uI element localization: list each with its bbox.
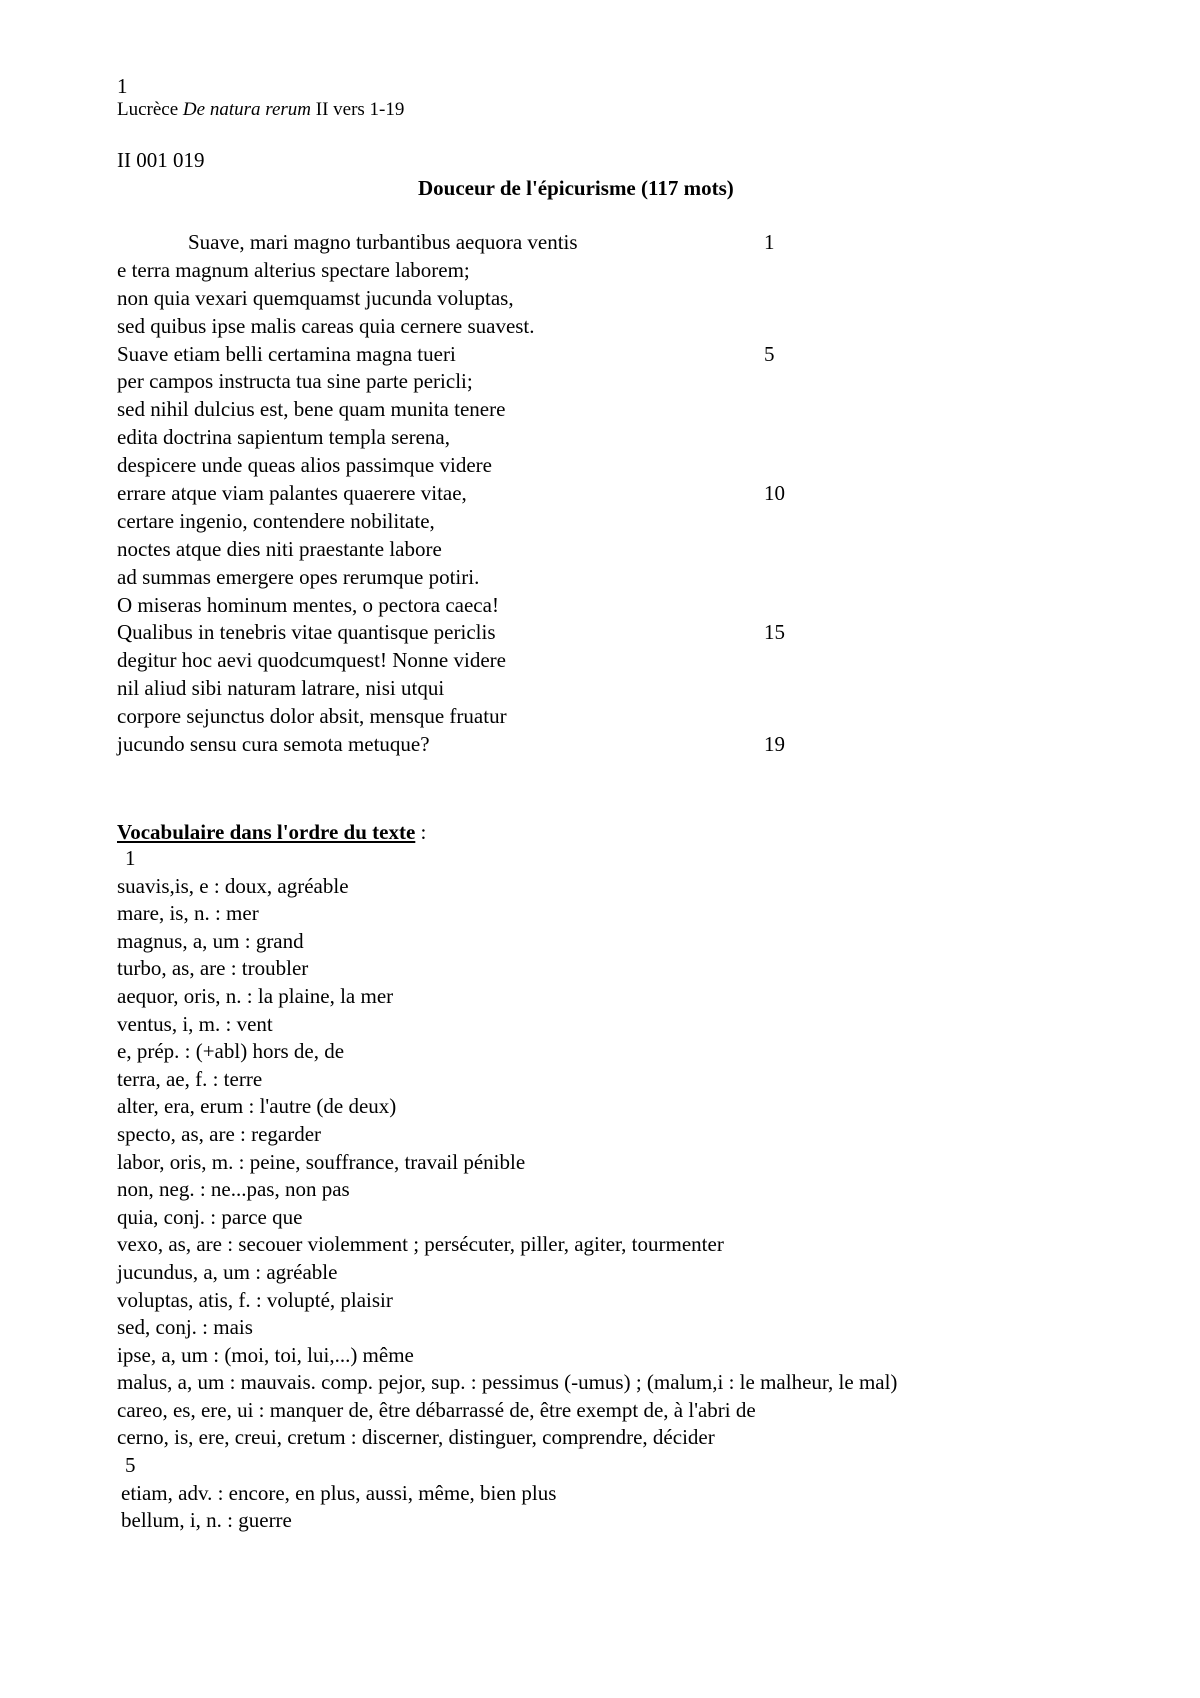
- verse-text: edita doctrina sapientum templa serena,: [117, 425, 450, 450]
- verse-line: [117, 703, 817, 731]
- verse-text: sed quibus ipse malis careas quia cernere suavest.: [117, 313, 535, 338]
- vocabulary-entry: malus, a, um : mauvais. comp. pejor, sup. : pessimus (-umus) ; (malum,i : le malheur, le mal): [117, 1370, 898, 1395]
- verse-text: certare ingenio, contendere nobilitate,: [117, 508, 435, 533]
- verse-text: jucundo sensu cura semota metuque?: [117, 732, 430, 757]
- vocabulary-entry: ipse, a, um : (moi, toi, lui,...) même: [117, 1342, 414, 1367]
- vocabulary-entry: turbo, as, are : troubler: [117, 956, 309, 981]
- vocabulary-entry: suavis,is, e : doux, agréable: [117, 873, 349, 898]
- verse-line: [117, 675, 817, 703]
- vocabulary-entry: sed, conj. : mais: [117, 1315, 253, 1340]
- vocabulary-entry: specto, as, are : regarder: [117, 1121, 322, 1146]
- vocabulary-heading: [117, 818, 426, 846]
- verse-line: [117, 564, 817, 592]
- verse-text: despicere unde queas alios passimque videre: [117, 453, 492, 478]
- verse-line: [117, 396, 817, 424]
- verse-line: [117, 536, 817, 564]
- verse-text: Suave etiam belli certamina magna tueri: [117, 341, 456, 366]
- author-name: Lucrèce: [117, 99, 179, 120]
- vocabulary-heading-label: Vocabulaire dans l'ordre du texte: [117, 820, 416, 844]
- vocabulary-entry: voluptas, atis, f. : volupté, plaisir: [117, 1287, 393, 1312]
- verse-number: 19: [764, 732, 785, 757]
- poem-text: [117, 229, 817, 759]
- vocabulary-entry: ventus, i, m. : vent: [117, 1011, 273, 1036]
- verse-number: 15: [764, 620, 785, 645]
- verse-text: degitur hoc aevi quodcumquest! Nonne videre: [117, 648, 506, 673]
- vocabulary-list: [117, 845, 1177, 1535]
- verse-text: ad summas emergere opes rerumque potiri.: [117, 564, 480, 589]
- vocabulary-entry: labor, oris, m. : peine, souffrance, travail pénible: [117, 1149, 526, 1174]
- verse-marker: 1: [125, 846, 136, 870]
- verse-line: [117, 285, 817, 313]
- verse-line: [117, 229, 817, 257]
- verse-line: [117, 592, 817, 620]
- vocabulary-entry: alter, era, erum : l'autre (de deux): [117, 1094, 397, 1119]
- work-title: De natura rerum: [182, 99, 311, 120]
- verse-text: nil aliud sibi naturam latrare, nisi utqui: [117, 676, 445, 701]
- verse-text: per campos instructa tua sine parte pericli;: [117, 369, 473, 394]
- verse-marker: 5: [125, 1453, 136, 1478]
- verse-text: e terra magnum alterius spectare laborem;: [117, 257, 470, 282]
- vocabulary-entry: magnus, a, um : grand: [117, 928, 304, 953]
- verse-line: [117, 619, 817, 647]
- vocabulary-entry: bellum, i, n. : guerre: [121, 1508, 292, 1533]
- vocabulary-entry: non, neg. : ne...pas, non pas: [117, 1177, 350, 1202]
- poem-title: Douceur de l'épicurisme (117 mots): [418, 176, 734, 200]
- verse-line: [117, 313, 817, 341]
- verse-line: [117, 368, 817, 396]
- verse-line: [117, 341, 817, 369]
- verse-text: corpore sejunctus dolor absit, mensque fruatur: [117, 704, 507, 729]
- section-code: II 001 019: [117, 148, 205, 172]
- verse-text: noctes atque dies niti praestante labore: [117, 536, 442, 561]
- verse-text: non quia vexari quemquamst jucunda voluptas,: [117, 285, 514, 310]
- verse-line: [117, 424, 817, 452]
- vocabulary-entry: jucundus, a, um : agréable: [117, 1259, 338, 1284]
- verse-line: [117, 731, 817, 759]
- vocabulary-heading-colon: :: [415, 820, 427, 844]
- verse-text: Suave, mari magno turbantibus aequora ventis: [188, 230, 578, 254]
- vocabulary-entry: etiam, adv. : encore, en plus, aussi, même, bien plus: [121, 1480, 557, 1505]
- verse-line: [117, 452, 817, 480]
- verse-line: [117, 480, 817, 508]
- verse-number: 1: [764, 230, 775, 254]
- verse-number: 5: [764, 341, 775, 366]
- verse-line: [117, 508, 817, 536]
- verse-text: errare atque viam palantes quaerere vitae,: [117, 481, 467, 506]
- vocabulary-entry: e, prép. : (+abl) hors de, de: [117, 1039, 345, 1064]
- verse-number: 10: [764, 481, 785, 506]
- verse-text: Qualibus in tenebris vitae quantisque periclis: [117, 620, 496, 645]
- verse-line: [117, 257, 817, 285]
- vocabulary-entry: quia, conj. : parce que: [117, 1204, 303, 1229]
- vocabulary-entry: mare, is, n. : mer: [117, 901, 259, 926]
- reference-line: [117, 96, 404, 124]
- vocabulary-entry: cerno, is, ere, creui, cretum : discerner, distinguer, comprendre, décider: [117, 1425, 715, 1450]
- verse-text: sed nihil dulcius est, bene quam munita tenere: [117, 397, 506, 422]
- reference-suffix: II vers 1-19: [315, 99, 405, 120]
- verse-text: O miseras hominum mentes, o pectora caeca!: [117, 592, 499, 617]
- verse-line: [117, 647, 817, 675]
- page-number: 1: [117, 74, 128, 98]
- vocabulary-entry: terra, ae, f. : terre: [117, 1066, 263, 1091]
- vocabulary-entry: careo, es, ere, ui : manquer de, être débarrassé de, être exempt de, à l'abri de: [117, 1397, 756, 1422]
- vocabulary-entry: vexo, as, are : secouer violemment ; persécuter, piller, agiter, tourmenter: [117, 1232, 724, 1257]
- vocabulary-entry: aequor, oris, n. : la plaine, la mer: [117, 983, 394, 1008]
